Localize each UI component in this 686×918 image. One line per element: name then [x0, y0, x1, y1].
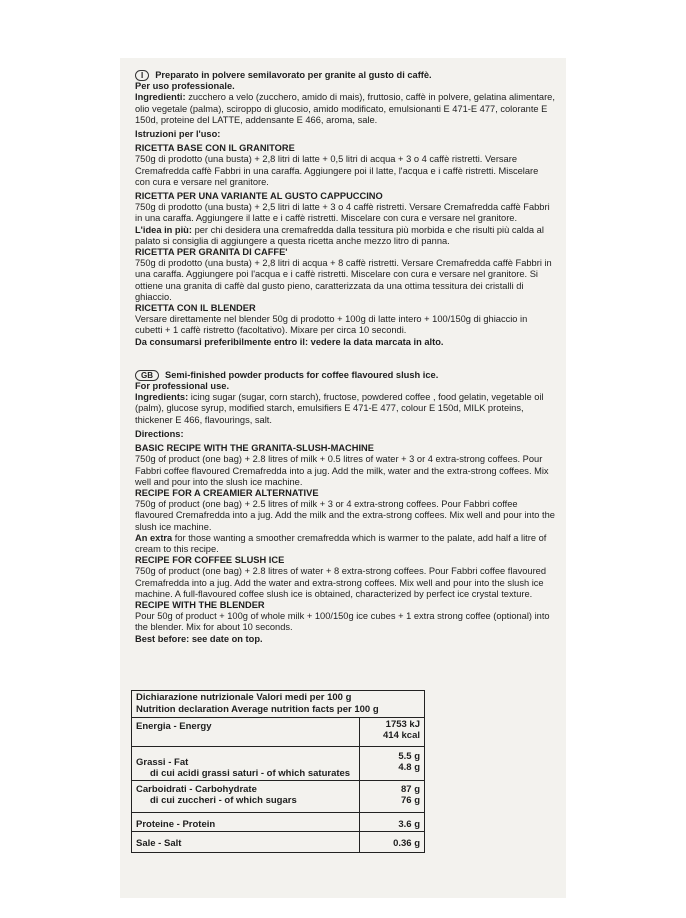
- protein-label: Proteine - Protein: [132, 813, 360, 832]
- gb-ingredients-label: Ingredients:: [135, 392, 189, 403]
- gb-best-before: Best before: see date on top.: [135, 633, 263, 644]
- energy-label: Energia - Energy: [132, 718, 360, 747]
- nutrition-header-row: [132, 691, 425, 718]
- it-idea-text: per chi desidera una cremafredda dalla tessitura più morbida e che risulti più calda al palato si consiglia di aggiungere a questa ricetta anche mezzo litro di panna.: [135, 224, 544, 246]
- nutrition-row-salt: [132, 832, 425, 853]
- label-text: [135, 70, 555, 645]
- saturates-label: di cui acidi grassi saturi - of which saturates: [150, 768, 351, 779]
- carbohydrate-value: 87 g: [400, 784, 420, 795]
- it-title-line: [135, 70, 555, 81]
- gb-language-badge: GB: [135, 370, 159, 381]
- it-best-before: Da consumarsi preferibilmente entro il: vedere la data marcata in alto.: [135, 336, 444, 347]
- it-recipe3-text: 750g di prodotto (una busta) + 2,8 litri di acqua + 8 caffè ristretti. Versare Cremafredda caffè Fabbri in una caraffa. Aggiungere poi l'acqua e i caffè ristretti. Miscelare con cura e versare nel granitore. Si ottiene una granita di caffè dal gusto pieno, caratterizzata da una ottima tessitura dei cristalli di ghiaccio.: [135, 258, 552, 302]
- it-recipe2-text: 750g di prodotto (una busta) + 2,5 litri di latte + 3 o 4 caffè ristretti. Versare Cremafredda caffè Fabbri in una caraffa. Aggiungere il latte e i caffè ristretti. Miscelare con cura e versare nel granitore.: [135, 202, 550, 224]
- it-ingredients-text: zucchero a velo (zucchero, amido di mais), fruttosio, caffè in polvere, gelatina alimentare, olio vegetale (palma), sciroppo di glucosio, amido modificato, emulsionanti E 471-E 477, colorante E 150d, proteine del LATTE, addensante E 466, aroma, sale.: [135, 92, 555, 125]
- gb-extra-text: for those wanting a smoother cremafredda which is warmer to the palate, add half a litre of cream to this recipe.: [135, 532, 547, 554]
- it-recipe4-title: RICETTA CON IL BLENDER: [135, 303, 256, 314]
- sugars-label: di cui zuccheri - of which sugars: [150, 795, 297, 806]
- it-recipe4-text: Versare direttamente nel blender 50g di prodotto + 100g di latte intero + 100/150g di ghiaccio in cubetti + 1 caffè ristretto (facoltativo). Mixare per circa 10 secondi.: [135, 314, 528, 336]
- salt-label: Sale - Salt: [132, 832, 360, 853]
- energy-kcal: 414 kcal: [383, 730, 420, 741]
- gb-recipe4-title: RECIPE WITH THE BLENDER: [135, 599, 265, 610]
- gb-recipe2-title: RECIPE FOR A CREAMIER ALTERNATIVE: [135, 487, 319, 498]
- carbohydrate-label: Carboidrati - Carbohydrate: [136, 784, 257, 795]
- section-italian: [135, 70, 555, 348]
- fat-label: Grassi - Fat: [136, 757, 189, 768]
- nutrition-row-carbs: [132, 781, 425, 813]
- gb-directions: Directions:: [135, 428, 184, 439]
- gb-professional: For professional use.: [135, 381, 230, 392]
- gb-recipe3-text: 750g of product (one bag) + 2.8 litres of water + 8 extra-strong coffees. Pour Fabbri coffee flavoured Cremafredda into a jug. Add the water and extra-strong coffees. Mix well and pour into the slush ice machine. A full-flavoured coffee slush ice is obtained, characterized by perfect ice crystal texture.: [135, 566, 547, 599]
- gb-recipe3-title: RECIPE FOR COFFEE SLUSH ICE: [135, 555, 285, 566]
- gb-ingredients-text: icing sugar (sugar, corn starch), fructose, powdered coffee , food gelatin, vegetable oil (palm), glucose syrup, modified starch, emulsifiers E 471-E 477, colour E 150d, MILK proteins, thickener E 466, flavourings, salt.: [135, 392, 544, 425]
- it-recipe1-title: RICETTA BASE CON IL GRANITORE: [135, 143, 295, 154]
- it-recipe2-title: RICETTA PER UNA VARIANTE AL GUSTO CAPPUCCINO: [135, 191, 383, 202]
- it-ingredients-label: Ingredienti:: [135, 92, 186, 103]
- gb-recipe2-text: 750g of product (one bag) + 2.5 litres of milk + 3 or 4 extra-strong coffees. Pour Fabbri coffee flavoured Cremafredda into a jug. Add the milk and the extra-strong coffees. Mix well and pour into the slush ice machine.: [135, 499, 555, 532]
- nutrition-row-protein: [132, 813, 425, 832]
- salt-value: 0.36 g: [360, 832, 425, 853]
- gb-extra: [135, 533, 555, 555]
- gb-recipe1-title: BASIC RECIPE WITH THE GRANITA-SLUSH-MACHINE: [135, 443, 374, 454]
- it-recipe3-title: RICETTA PER GRANITA DI CAFFE': [135, 247, 288, 258]
- energy-kj: 1753 kJ: [385, 719, 420, 730]
- fat-value: 5.5 g: [398, 751, 420, 762]
- gb-title: Semi-finished powder products for coffee flavoured slush ice.: [165, 369, 439, 380]
- nutrition-row-fat: [132, 747, 425, 781]
- it-recipe1-text: 750g di prodotto (una busta) + 2,8 litri di latte + 0,5 litri di acqua + 3 o 4 caffè ristretti. Versare Cremafredda caffè Fabbri in una caraffa. Aggiungere poi il latte, l'acqua e i caffè ristretti. Miscelare con cura e versare nel granitore.: [135, 154, 539, 187]
- it-idea: [135, 225, 555, 247]
- gb-extra-label: An extra: [135, 532, 173, 543]
- section-english: [135, 370, 555, 645]
- it-ingredients: [135, 92, 555, 126]
- protein-value: 3.6 g: [360, 813, 425, 832]
- gb-title-line: [135, 370, 555, 381]
- it-title: Preparato in polvere semilavorato per granite al gusto di caffè.: [155, 70, 432, 80]
- sugars-value: 76 g: [400, 795, 420, 806]
- gb-ingredients: [135, 392, 555, 426]
- saturates-value: 4.8 g: [398, 762, 420, 773]
- it-directions: Istruzioni per l'uso:: [135, 129, 221, 140]
- nutrition-table: [131, 690, 425, 853]
- gb-recipe4-text: Pour 50g of product + 100g of whole milk + 100/150g ice cubes + 1 extra strong coffee (optional) into the blender. Mix for about 10 seconds.: [135, 611, 550, 633]
- nutrition-header-gb: Nutrition declaration Average nutrition facts per 100 g: [136, 704, 379, 715]
- nutrition-header-it: Dichiarazione nutrizionale Valori medi per 100 g: [136, 692, 352, 703]
- it-professional: Per uso professionale.: [135, 81, 235, 92]
- nutrition-row-energy: [132, 718, 425, 747]
- it-idea-label: L'idea in più:: [135, 224, 192, 235]
- it-language-badge: I: [135, 70, 149, 81]
- gb-recipe1-text: 750g of product (one bag) + 2.8 litres of milk + 0.5 litres of water + 3 or 4 extra-strong coffees. Pour Fabbri coffee flavoured Cremafredda into a jug. Add the milk, water and the extra-strong coffees. Mix well and pour into the slush ice machine.: [135, 454, 549, 487]
